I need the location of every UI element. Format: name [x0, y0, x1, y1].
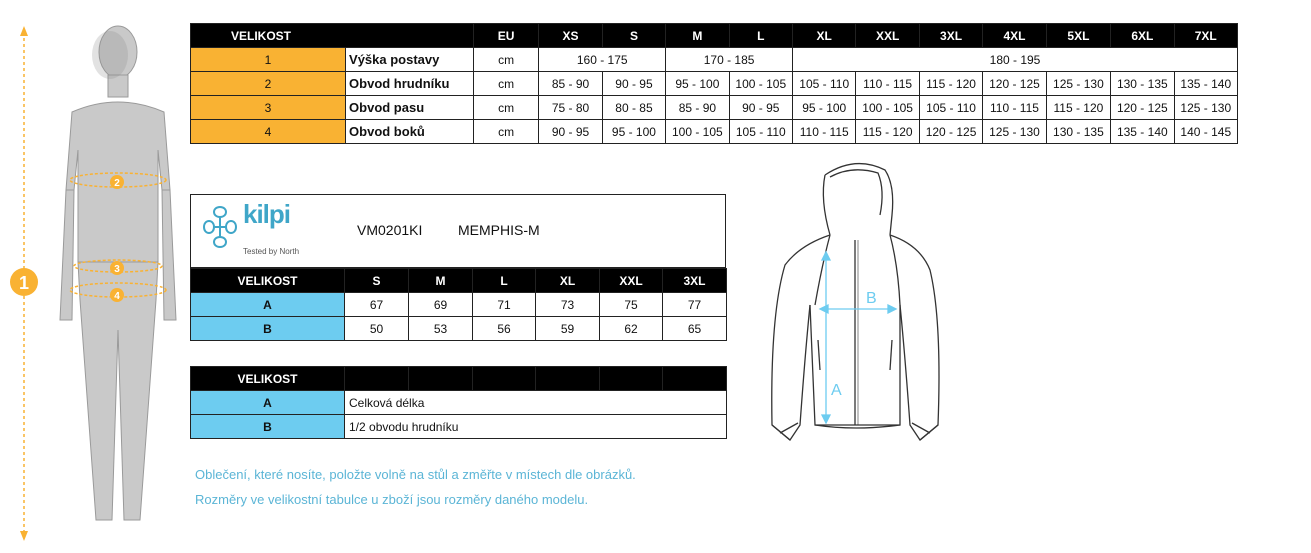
row-label: B [191, 317, 345, 341]
jacket-marker-b: B [866, 290, 877, 307]
table-row [191, 415, 727, 439]
marker-1: 1 [18, 273, 30, 293]
table-cell: 67 [345, 293, 409, 317]
header-row [191, 269, 727, 293]
header-cell: VELIKOST [191, 367, 345, 391]
unit-cell: cm [473, 120, 538, 144]
header-cell: 5XL [1046, 24, 1110, 48]
jacket-diagram [760, 155, 950, 455]
table-cell: 100 - 105 [729, 72, 792, 96]
row-label: Obvod boků [346, 120, 474, 144]
table-cell: 120 - 125 [983, 72, 1046, 96]
marker-4: 4 [114, 291, 120, 302]
table-cell: 95 - 100 [793, 96, 856, 120]
table-cell: 95 - 100 [602, 120, 665, 144]
size-chart-table [190, 23, 1238, 144]
table-cell: 110 - 115 [793, 120, 856, 144]
row-number: 3 [191, 96, 346, 120]
header-cell: 4XL [983, 24, 1046, 48]
header-cell: L [473, 269, 536, 293]
row-label: Obvod pasu [346, 96, 474, 120]
product-size-table [190, 268, 727, 341]
table-cell: 73 [536, 293, 600, 317]
table-row [191, 293, 727, 317]
table-cell: 59 [536, 317, 600, 341]
table-cell: 135 - 140 [1111, 120, 1174, 144]
table-cell: 90 - 95 [729, 96, 792, 120]
header-cell: XS [539, 24, 602, 48]
table-cell: 90 - 95 [539, 120, 602, 144]
row-label: A [191, 391, 345, 415]
header-cell: M [666, 24, 729, 48]
table-cell: 75 [600, 293, 663, 317]
table-cell: 53 [409, 317, 473, 341]
table-cell: 100 - 105 [856, 96, 919, 120]
header-cell: XXL [856, 24, 919, 48]
table-cell: 160 - 175 [539, 48, 666, 72]
header-row [191, 367, 727, 391]
kilpi-logo-icon [200, 203, 240, 251]
header-cell: 3XL [663, 269, 727, 293]
table-cell: 95 - 100 [666, 72, 729, 96]
marker-3: 3 [114, 264, 120, 275]
marker-2: 2 [114, 178, 120, 189]
brand-tagline: Tested by North [243, 247, 300, 256]
table-cell: 62 [600, 317, 663, 341]
header-cell: 7XL [1174, 24, 1237, 48]
row-description: Celková délka [345, 391, 727, 415]
table-cell: 120 - 125 [1111, 96, 1174, 120]
body-measurement-figure [0, 0, 185, 553]
table-cell: 125 - 130 [983, 120, 1046, 144]
header-cell: S [345, 269, 409, 293]
header-cell: EU [473, 24, 538, 48]
header-cell: XL [793, 24, 856, 48]
header-cell: 3XL [919, 24, 982, 48]
product-name: MEMPHIS-M [458, 222, 540, 238]
row-label: A [191, 293, 345, 317]
table-cell: 140 - 145 [1174, 120, 1237, 144]
table-row [191, 391, 727, 415]
header-cell: XL [536, 269, 600, 293]
table-cell: 85 - 90 [539, 72, 602, 96]
table-cell: 110 - 115 [856, 72, 919, 96]
unit-cell: cm [473, 48, 538, 72]
table-cell: 125 - 130 [1046, 72, 1110, 96]
table-cell: 75 - 80 [539, 96, 602, 120]
unit-cell: cm [473, 72, 538, 96]
table-cell: 170 - 185 [666, 48, 793, 72]
row-label: Výška postavy [346, 48, 474, 72]
table-row [191, 72, 1238, 96]
table-row [191, 120, 1238, 144]
table-cell: 110 - 115 [983, 96, 1046, 120]
table-cell: 125 - 130 [1174, 96, 1237, 120]
instruction-note: Oblečení, které nosíte, položte volně na stůl a změřte v místech dle obrázků. [195, 467, 636, 482]
row-description: 1/2 obvodu hrudníku [345, 415, 727, 439]
table-cell: 130 - 135 [1111, 72, 1174, 96]
row-number: 2 [191, 72, 346, 96]
header-cell: XXL [600, 269, 663, 293]
unit-cell: cm [473, 96, 538, 120]
header-cell: VELIKOST [191, 24, 474, 48]
product-code: VM0201KI [357, 222, 423, 238]
row-number: 4 [191, 120, 346, 144]
row-label: Obvod hrudníku [346, 72, 474, 96]
table-cell: 69 [409, 293, 473, 317]
table-cell: 180 - 195 [793, 48, 1238, 72]
table-cell: 65 [663, 317, 727, 341]
measurement-legend-table [190, 366, 727, 439]
table-cell: 50 [345, 317, 409, 341]
header-row [191, 24, 1238, 48]
table-cell: 105 - 110 [919, 96, 982, 120]
table-cell: 105 - 110 [793, 72, 856, 96]
table-cell: 120 - 125 [919, 120, 982, 144]
table-cell: 115 - 120 [856, 120, 919, 144]
brand-logo-text: kilpi [243, 199, 291, 229]
header-cell: L [729, 24, 792, 48]
table-row [191, 317, 727, 341]
table-cell: 56 [473, 317, 536, 341]
header-cell: S [602, 24, 665, 48]
table-cell: 80 - 85 [602, 96, 665, 120]
header-cell: 6XL [1111, 24, 1174, 48]
table-cell: 90 - 95 [602, 72, 665, 96]
header-cell: VELIKOST [191, 269, 345, 293]
jacket-marker-a: A [831, 382, 842, 399]
table-cell: 100 - 105 [666, 120, 729, 144]
table-cell: 105 - 110 [729, 120, 792, 144]
table-row [191, 96, 1238, 120]
table-cell: 77 [663, 293, 727, 317]
table-cell: 135 - 140 [1174, 72, 1237, 96]
disclaimer-note: Rozměry ve velikostní tabulce u zboží jsou rozměry daného modelu. [195, 492, 589, 507]
table-cell: 115 - 120 [1046, 96, 1110, 120]
table-cell: 85 - 90 [666, 96, 729, 120]
table-cell: 71 [473, 293, 536, 317]
header-cell: M [409, 269, 473, 293]
row-number: 1 [191, 48, 346, 72]
table-cell: 115 - 120 [919, 72, 982, 96]
row-label: B [191, 415, 345, 439]
table-cell: 130 - 135 [1046, 120, 1110, 144]
table-row [191, 48, 1238, 72]
